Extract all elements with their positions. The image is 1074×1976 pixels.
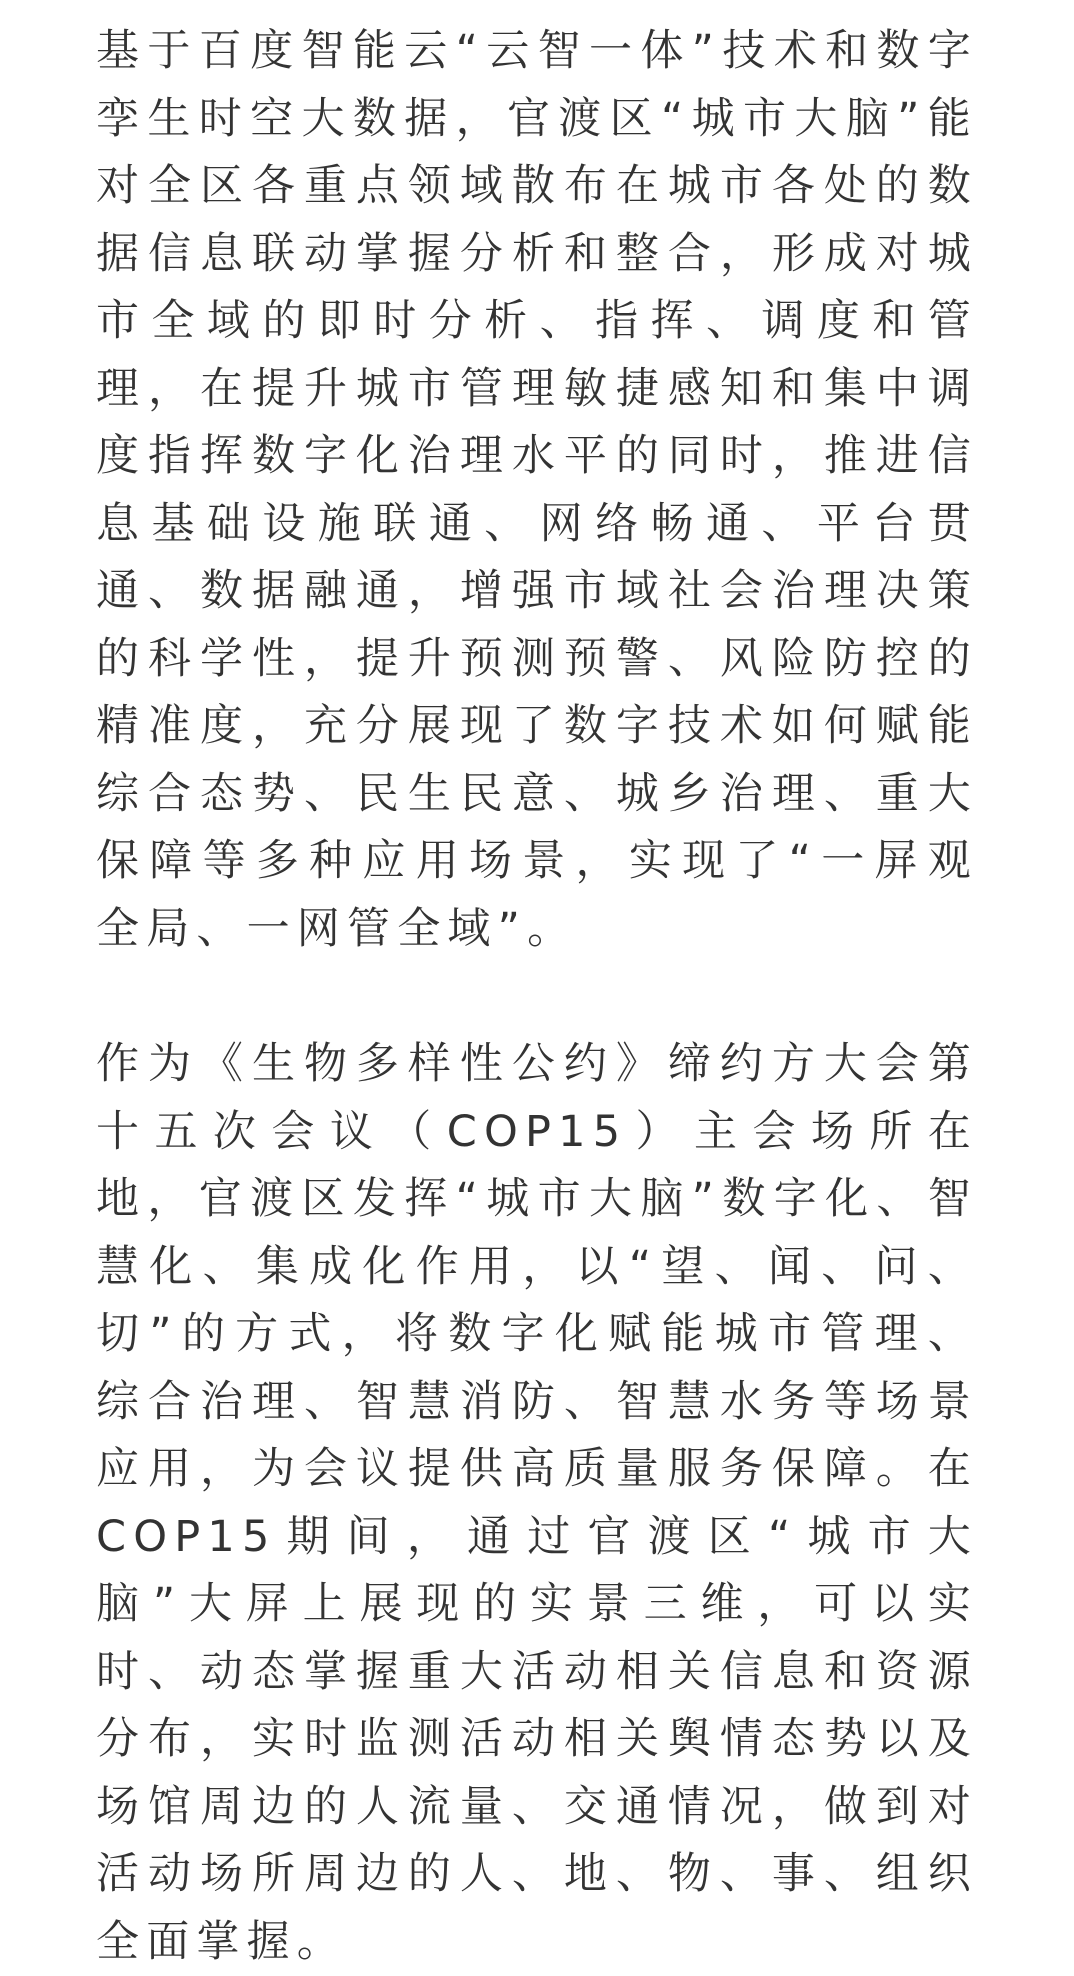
article-paragraph-1: 基于百度智能云“云智一体”技术和数字孪生时空大数据，官渡区“城市大脑”能对全区各重点领域散布在城市各处的数据信息联动掌握分析和整合，形成对城市全域的即时分析、指挥、调度和管理，在提升城市管理敏捷感知和集中调度指挥数字化治理水平的同时，推进信息基础设施联通、网络畅通、平台贯通、数据融通，增强市域社会治理决策的科学性，提升预测预警、风险防控的精准度，充分展现了数字技术如何赋能综合态势、民生民意、城乡治理、重大保障等多种应用场景，实现了“一屏观全局、一网管全域”。 — [96, 26, 978, 954]
article-paragraph-2: 作为《生物多样性公约》缔约方大会第十五次会议（COP15）主会场所在地，官渡区发挥“城市大脑”数字化、智慧化、集成化作用，以“望、闻、问、切”的方式，将数字化赋能城市管理、综合治理、智慧消防、智慧水务等场景应用，为会议提供高质量服务保障。在COP15期间，通过官渡区“城市大脑”大屏上展现的实景三维，可以实时、动态掌握重大活动相关信息和资源分布，实时监测活动相关舆情态势以及场馆周边的人流量、交通情况，做到对活动场所周边的人、地、物、事、组织全面掌握。 — [96, 1039, 978, 1967]
